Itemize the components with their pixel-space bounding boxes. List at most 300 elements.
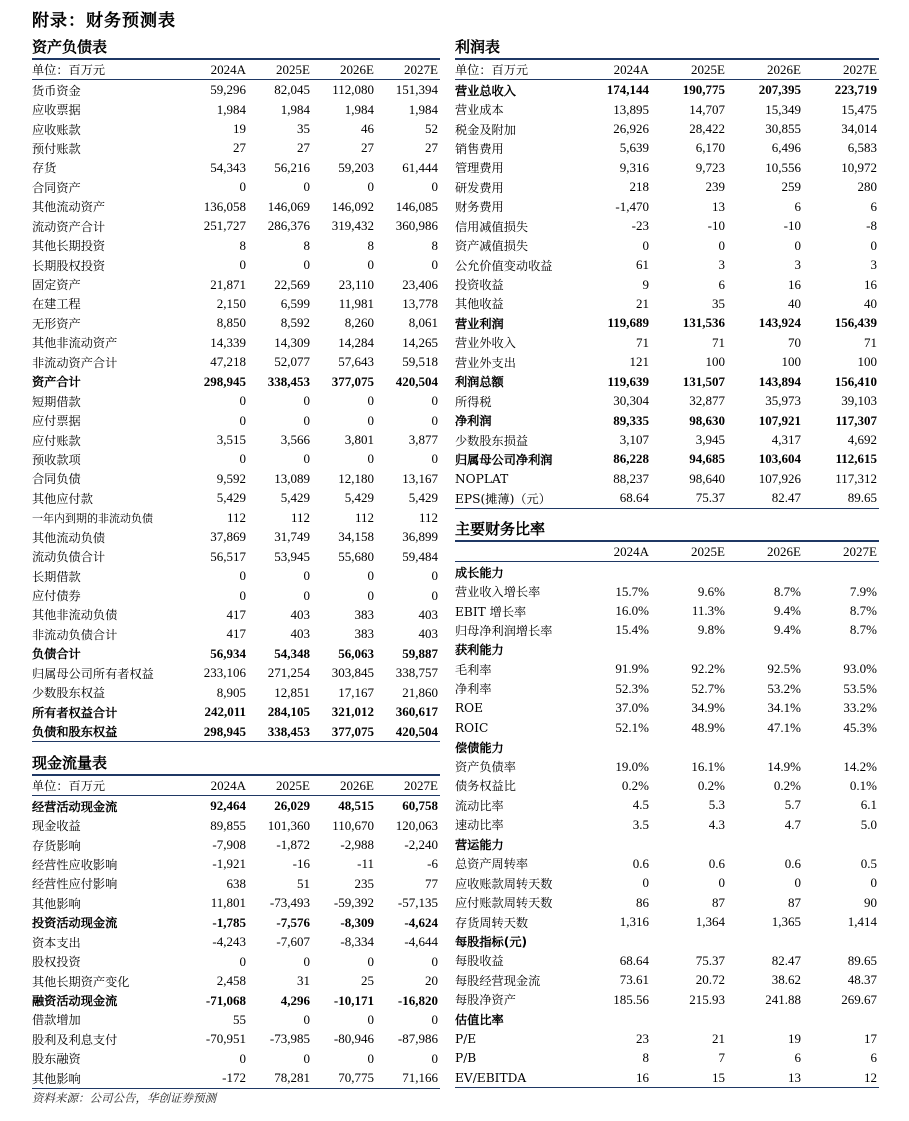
table-row: [32, 1030, 440, 1049]
row-label: 应收账款: [32, 122, 81, 137]
row-value: 13,778: [402, 295, 438, 311]
row-label: 资产负债率: [455, 760, 516, 775]
table-row: [32, 100, 440, 119]
row-value: 15: [651, 1068, 727, 1088]
table-header-row: [455, 60, 879, 80]
row-value: 0: [239, 1050, 246, 1066]
row-value: 3,515: [216, 432, 246, 448]
row-label: 净利率: [455, 682, 492, 697]
row-value: 6: [870, 198, 877, 214]
row-value: -87,986: [397, 1031, 438, 1047]
row-value: 0: [642, 875, 649, 891]
row-value: 0: [431, 953, 438, 969]
row-label: 研发费用: [455, 180, 504, 195]
row-value: [651, 1010, 727, 1029]
row-value: 0: [431, 568, 438, 584]
row-value: 1,414: [847, 914, 877, 930]
row-value: 146,085: [395, 198, 438, 214]
row-value: 3: [794, 257, 801, 273]
row-value: 91.9%: [615, 661, 649, 677]
row-value: 14,265: [402, 334, 438, 350]
row-value: 20: [425, 973, 438, 989]
row-label: 公允价值变动收益: [455, 258, 553, 273]
row-value: 286,376: [267, 218, 310, 234]
row-value: 0: [303, 587, 310, 603]
row-value: 33.2%: [843, 700, 877, 716]
row-value: 638: [226, 875, 246, 891]
row-value: 0: [431, 393, 438, 409]
table-row: [455, 718, 879, 737]
row-value: 403: [418, 626, 438, 642]
row-value: 5.3: [708, 797, 725, 813]
row-value: 185.56: [613, 991, 649, 1007]
row-value: 120,063: [395, 817, 438, 833]
row-label: 合同负债: [32, 472, 81, 487]
row-value: 98,630: [689, 412, 725, 428]
row-value: 0: [870, 237, 877, 253]
table-row: [32, 255, 440, 274]
row-value: 4,317: [771, 432, 801, 448]
row-label: 股利及利息支付: [32, 1032, 118, 1047]
row-value: 119,689: [607, 315, 649, 331]
year-header: 2025E: [248, 60, 312, 80]
table-row: [32, 664, 440, 683]
row-value: 94,685: [689, 451, 725, 467]
row-value: 59,484: [402, 548, 438, 564]
row-value: 8.7%: [849, 603, 877, 619]
row-value: 9.4%: [773, 603, 801, 619]
row-value: 280: [857, 179, 877, 195]
row-label: 每股收益: [455, 954, 504, 969]
row-value: 48.37: [847, 972, 877, 988]
row-label: 每股指标(元): [455, 934, 528, 949]
row-value: 14,339: [210, 334, 246, 350]
row-value: -2,988: [340, 837, 374, 853]
table-row: [455, 990, 879, 1009]
row-value: 40: [788, 295, 801, 311]
row-value: 8: [642, 1050, 649, 1066]
income-statement-panel: [455, 36, 879, 509]
page-title: 附录：财务预测表: [32, 11, 176, 31]
row-value: 3.5: [632, 816, 649, 832]
row-value: 16.0%: [615, 603, 649, 619]
row-value: 8: [239, 237, 246, 253]
row-value: 8.7%: [773, 583, 801, 599]
row-label: 速动比率: [455, 818, 504, 833]
row-value: 100: [781, 354, 801, 370]
row-value: 86,228: [613, 451, 649, 467]
table-row: [32, 508, 440, 527]
table-row: [32, 314, 440, 333]
row-value: 0: [367, 1011, 374, 1027]
row-value: 8,061: [408, 315, 438, 331]
row-value: 5,429: [408, 490, 438, 506]
row-value: 403: [290, 626, 310, 642]
row-value: 383: [354, 626, 374, 642]
row-value: 131,536: [682, 315, 725, 331]
row-value: -10,171: [333, 992, 374, 1008]
row-label: 债务权益比: [455, 779, 516, 794]
row-value: 233,106: [203, 665, 246, 681]
row-value: 0: [303, 393, 310, 409]
row-value: 25: [361, 973, 374, 989]
row-value: 0: [794, 875, 801, 891]
row-label: 在建工程: [32, 297, 81, 312]
row-value: 87: [712, 894, 725, 910]
row-value: 0: [367, 451, 374, 467]
row-value: 107,921: [758, 412, 801, 428]
row-value: 0: [303, 257, 310, 273]
row-value: 56,063: [338, 645, 374, 661]
row-value: 9,723: [695, 159, 725, 175]
table-row: [455, 679, 879, 698]
row-value: 0: [870, 875, 877, 891]
table-row: [455, 430, 879, 449]
row-label: 经营活动现金流: [32, 799, 118, 814]
row-value: 117,307: [835, 412, 877, 428]
row-value: 321,012: [331, 704, 374, 720]
row-value: [727, 640, 803, 659]
row-value: 47.1%: [767, 719, 801, 735]
table-header-row: [455, 542, 879, 562]
row-value: 8,905: [216, 684, 246, 700]
table-row: [32, 722, 440, 742]
row-value: 2,150: [216, 295, 246, 311]
row-value: 0: [303, 1011, 310, 1027]
row-value: 56,216: [274, 159, 310, 175]
group-header-row: [455, 1010, 879, 1029]
row-value: 13: [727, 1068, 803, 1088]
table-row: [455, 139, 879, 158]
row-label: 利润总额: [455, 375, 504, 390]
row-value: 54,343: [210, 159, 246, 175]
row-value: 45.3%: [843, 719, 877, 735]
row-value: 1,984: [408, 101, 438, 117]
row-label: 其他收益: [455, 297, 504, 312]
row-value: 0: [367, 393, 374, 409]
ratios-table: [455, 542, 879, 1088]
table-row: [32, 197, 440, 216]
table-row: [455, 873, 879, 892]
row-value: 34,014: [841, 121, 877, 137]
row-label: 其他流动负债: [32, 530, 106, 545]
row-label: 管理费用: [455, 161, 504, 176]
cashflow-panel: [32, 752, 440, 1089]
table-row: [32, 894, 440, 913]
row-value: 9.8%: [697, 622, 725, 638]
row-label: 毛利率: [455, 662, 492, 677]
row-value: 68.64: [619, 952, 649, 968]
year-header: 2024A: [575, 60, 651, 80]
row-value: 420,504: [395, 373, 438, 389]
table-row: [32, 874, 440, 893]
row-value: 9: [642, 276, 649, 292]
row-value: 0: [303, 953, 310, 969]
row-label: 营运能力: [455, 837, 504, 852]
table-row: [455, 197, 879, 216]
table-row: [32, 644, 440, 663]
row-value: -70,951: [205, 1031, 246, 1047]
row-value: 4,692: [847, 432, 877, 448]
row-value: 53.5%: [843, 680, 877, 696]
year-header: 2024A: [184, 776, 248, 796]
row-value: -11: [357, 856, 374, 872]
table-row: [32, 275, 440, 294]
row-value: 0: [303, 568, 310, 584]
row-value: 110,670: [332, 817, 374, 833]
row-value: 6: [718, 276, 725, 292]
unit-label: 单位：百万元: [32, 776, 184, 796]
row-value: 8,260: [344, 315, 374, 331]
row-value: 0: [239, 393, 246, 409]
row-value: 73.61: [619, 972, 649, 988]
row-value: 5,429: [344, 490, 374, 506]
row-label: 营业外收入: [455, 336, 516, 351]
row-value: 23,110: [338, 276, 374, 292]
row-value: 14,284: [338, 334, 374, 350]
year-header: 2026E: [727, 542, 803, 562]
row-label: 信用减值损失: [455, 219, 529, 234]
row-value: -1,470: [615, 198, 649, 214]
table-row: [32, 217, 440, 236]
row-value: 32,877: [689, 393, 725, 409]
row-value: 0: [718, 875, 725, 891]
group-header-row: [455, 737, 879, 756]
table-row: [455, 217, 879, 236]
row-value: 383: [354, 606, 374, 622]
row-label: 借款增加: [32, 1013, 81, 1028]
table-row: [455, 776, 879, 795]
row-label: 应付票据: [32, 414, 81, 429]
row-label: 非流动资产合计: [32, 355, 118, 370]
row-label: 归母净利润增长率: [455, 623, 553, 638]
row-value: [803, 737, 879, 756]
row-value: 131,507: [682, 373, 725, 389]
table-row: [32, 236, 440, 255]
table-row: [455, 178, 879, 197]
table-row: [455, 489, 879, 509]
row-label: 所得税: [455, 394, 492, 409]
row-label: 应付账款周转天数: [455, 896, 553, 911]
row-label: 其他影响: [32, 1069, 184, 1089]
row-value: 174,144: [606, 82, 649, 98]
row-label: 营业外支出: [455, 355, 516, 370]
row-value: 100: [857, 354, 877, 370]
row-value: [727, 737, 803, 756]
row-value: 27: [297, 140, 310, 156]
row-value: [651, 640, 727, 659]
row-value: 0: [239, 568, 246, 584]
row-label: 股东融资: [32, 1052, 81, 1067]
row-value: 34.9%: [691, 700, 725, 716]
year-header: 2027E: [803, 542, 879, 562]
row-value: 71: [636, 334, 649, 350]
row-label: 营业收入增长率: [455, 585, 541, 600]
row-value: 59,518: [402, 354, 438, 370]
row-value: 89,855: [210, 817, 246, 833]
row-value: 56,517: [210, 548, 246, 564]
row-value: 0: [239, 179, 246, 195]
row-label: 营业成本: [455, 103, 504, 118]
row-label: 存货周转天数: [455, 915, 529, 930]
row-label: 其他非流动负债: [32, 608, 118, 623]
row-value: 22,569: [274, 276, 310, 292]
table-row: [32, 158, 440, 177]
row-value: 3: [870, 257, 877, 273]
row-value: -73,493: [269, 895, 310, 911]
row-value: 52,077: [274, 354, 310, 370]
row-value: 101,360: [267, 817, 310, 833]
row-value: 56,934: [210, 645, 246, 661]
row-value: 3,877: [408, 432, 438, 448]
row-value: 0: [431, 587, 438, 603]
row-value: [575, 640, 651, 659]
row-label: 长期借款: [32, 569, 81, 584]
row-value: 0: [303, 451, 310, 467]
table-row: [32, 796, 440, 816]
table-row: [32, 372, 440, 391]
row-label: 财务费用: [455, 200, 504, 215]
row-value: 338,757: [395, 665, 438, 681]
row-value: [727, 1010, 803, 1029]
row-value: 8.7%: [849, 622, 877, 638]
row-label: 投资收益: [455, 278, 504, 293]
row-value: 1,984: [280, 101, 310, 117]
cashflow-table: [32, 776, 440, 1089]
row-value: -1,921: [212, 856, 246, 872]
row-value: 20.72: [695, 972, 725, 988]
row-value: 8: [303, 237, 310, 253]
income-statement-table: [455, 60, 879, 509]
row-value: 92.2%: [691, 661, 725, 677]
table-row: [32, 333, 440, 352]
row-value: 377,075: [312, 722, 376, 742]
table-row: [32, 1010, 440, 1029]
row-value: -71,068: [205, 992, 246, 1008]
row-value: 48.9%: [691, 719, 725, 735]
row-value: 47,218: [210, 354, 246, 370]
row-value: 15,475: [841, 101, 877, 117]
table-row: [455, 912, 879, 931]
table-row: [455, 236, 879, 255]
row-value: 0.6: [784, 855, 801, 871]
table-row: [32, 816, 440, 835]
row-value: -73,985: [269, 1031, 310, 1047]
group-header-row: [455, 640, 879, 659]
row-value: 13,167: [402, 470, 438, 486]
row-value: 13: [712, 198, 725, 214]
row-value: -80,946: [333, 1031, 374, 1047]
row-label: 应付债券: [32, 589, 81, 604]
row-value: 0: [367, 1050, 374, 1066]
row-value: 90: [864, 894, 877, 910]
row-value: 37,869: [210, 529, 246, 545]
row-value: 0: [431, 412, 438, 428]
row-value: 26,029: [274, 798, 310, 814]
row-value: 17: [864, 1030, 877, 1046]
row-label: 归属母公司所有者权益: [32, 666, 154, 681]
row-label: 货币资金: [32, 83, 81, 98]
row-label: 资产合计: [32, 375, 81, 390]
row-value: [575, 1010, 651, 1029]
row-value: 21: [636, 295, 649, 311]
table-row: [455, 815, 879, 834]
row-label: 销售费用: [455, 141, 504, 156]
table-row: [455, 1048, 879, 1067]
row-value: 6,599: [280, 295, 310, 311]
row-label: 净利润: [455, 414, 492, 429]
row-value: 27: [361, 140, 374, 156]
row-label: 其他流动资产: [32, 200, 106, 215]
row-value: -7,908: [212, 837, 246, 853]
table-row: [32, 119, 440, 138]
year-header: 2026E: [312, 776, 376, 796]
table-row: [32, 450, 440, 469]
table-header-row: [32, 60, 440, 80]
row-value: -16: [292, 856, 310, 872]
row-label: 每股净资产: [455, 993, 516, 1008]
row-value: 0: [431, 179, 438, 195]
table-row: [32, 80, 440, 100]
row-value: 71: [864, 334, 877, 350]
row-label: 少数股东权益: [32, 686, 106, 701]
row-value: 319,432: [331, 218, 374, 234]
row-value: 57,643: [338, 354, 374, 370]
table-row: [455, 294, 879, 313]
year-header: 2027E: [376, 60, 440, 80]
row-label: 经营性应付影响: [32, 877, 118, 892]
row-value: 16: [575, 1068, 651, 1088]
row-value: 3,566: [280, 432, 310, 448]
row-value: 112: [418, 509, 438, 525]
row-value: [803, 835, 879, 854]
row-label: 负债合计: [32, 647, 81, 662]
row-value: 0: [431, 1011, 438, 1027]
row-value: 55,680: [338, 548, 374, 564]
row-value: 151,394: [395, 82, 438, 98]
row-value: 112,080: [332, 82, 374, 98]
row-value: 6: [870, 1050, 877, 1066]
row-value: 5,429: [216, 490, 246, 506]
row-label: 股权投资: [32, 955, 81, 970]
row-value: 38.62: [771, 972, 801, 988]
row-value: 156,410: [834, 373, 877, 389]
row-value: 8: [367, 237, 374, 253]
row-value: 8,850: [216, 315, 246, 331]
row-label: 流动比率: [455, 798, 504, 813]
row-value: 1,365: [771, 914, 801, 930]
income-statement-title: 利润表: [455, 36, 879, 60]
row-value: 30,304: [613, 393, 649, 409]
row-label: 归属母公司净利润: [455, 452, 553, 467]
row-label: 营业总收入: [455, 83, 516, 98]
row-value: 7.9%: [849, 583, 877, 599]
row-value: 88,237: [613, 470, 649, 486]
row-value: 71: [712, 334, 725, 350]
row-value: [575, 932, 651, 951]
year-header: 2025E: [248, 776, 312, 796]
row-value: 241.88: [765, 991, 801, 1007]
row-value: -8: [866, 218, 877, 234]
row-value: -59,392: [333, 895, 374, 911]
row-value: 4.7: [784, 816, 801, 832]
row-value: 12,180: [338, 470, 374, 486]
row-value: 11.3%: [691, 603, 725, 619]
row-label: 总资产周转率: [455, 857, 529, 872]
table-row: [455, 469, 879, 488]
table-row: [455, 372, 879, 391]
row-value: 59,203: [338, 159, 374, 175]
